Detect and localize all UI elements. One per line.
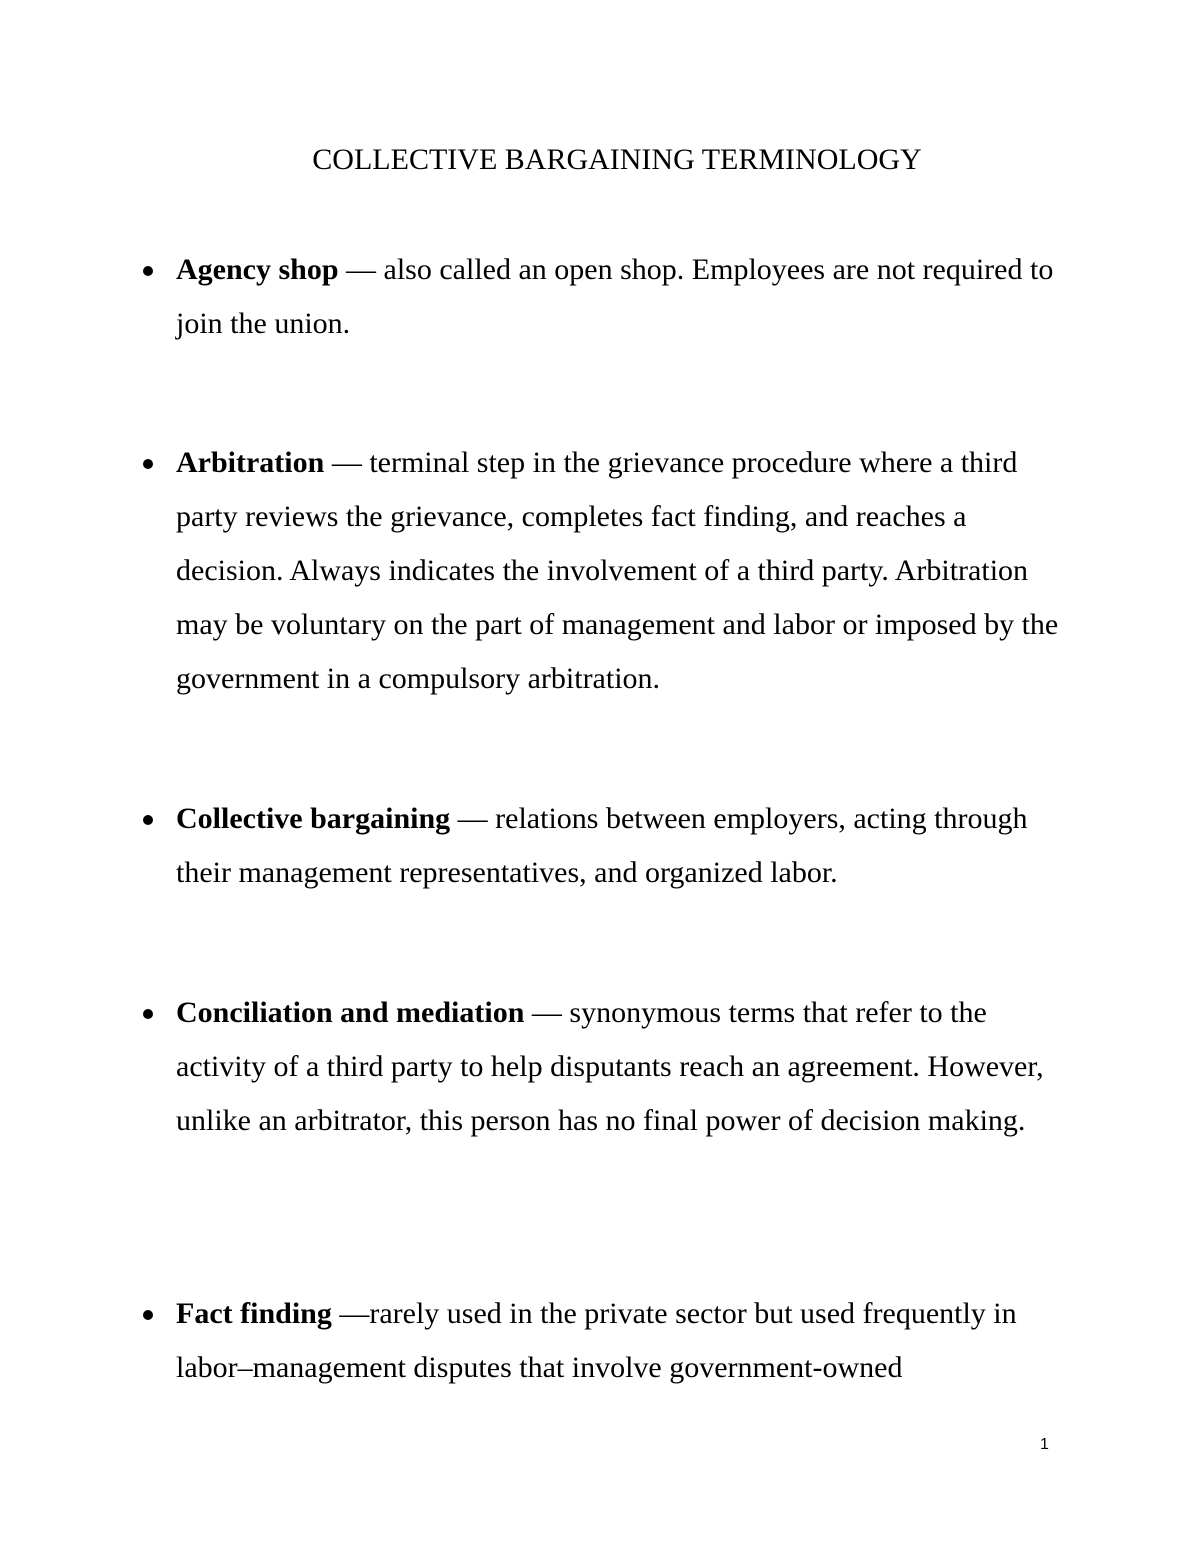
term-definition: — also called an open shop. Employees are not required to join the union. bbox=[176, 253, 1054, 340]
bullet-icon bbox=[143, 459, 153, 469]
term-definition: — terminal step in the grievance procedure where a third party reviews the grievance, completes fact finding, and reaches a decision. Always indicates the involvement of a third party. Arbitration may be voluntary on the part of management and labor or imposed by the government in a compulsory arbitration. bbox=[176, 446, 1059, 695]
term-arbitration bbox=[176, 436, 1076, 706]
term-definition: — relations between employers, acting through their management representatives, and organized labor. bbox=[176, 802, 1028, 889]
term-conciliation-and-mediation bbox=[176, 986, 1076, 1148]
term-name: Arbitration bbox=[176, 446, 325, 479]
term-name: Agency shop bbox=[176, 253, 339, 286]
bullet-icon bbox=[143, 1310, 153, 1320]
term-definition: —rarely used in the private sector but used frequently in labor–management disputes that involve government-owned bbox=[176, 1297, 1017, 1384]
document-title: COLLECTIVE BARGAINING TERMINOLOGY bbox=[312, 143, 922, 176]
bullet-icon bbox=[143, 815, 153, 825]
term-agency-shop bbox=[176, 243, 1076, 351]
term-fact-finding bbox=[176, 1287, 1076, 1395]
term-name: Collective bargaining bbox=[176, 802, 451, 835]
bullet-icon bbox=[143, 1009, 153, 1019]
term-name: Conciliation and mediation bbox=[176, 996, 525, 1029]
term-collective-bargaining bbox=[176, 792, 1076, 900]
page-number: 1 bbox=[1040, 1436, 1049, 1453]
term-definition: — synonymous terms that refer to the activity of a third party to help disputants reach an agreement. However, unlike an arbitrator, this person has no final power of decision making. bbox=[176, 996, 1044, 1137]
term-name: Fact finding bbox=[176, 1297, 332, 1330]
bullet-icon bbox=[143, 266, 153, 276]
